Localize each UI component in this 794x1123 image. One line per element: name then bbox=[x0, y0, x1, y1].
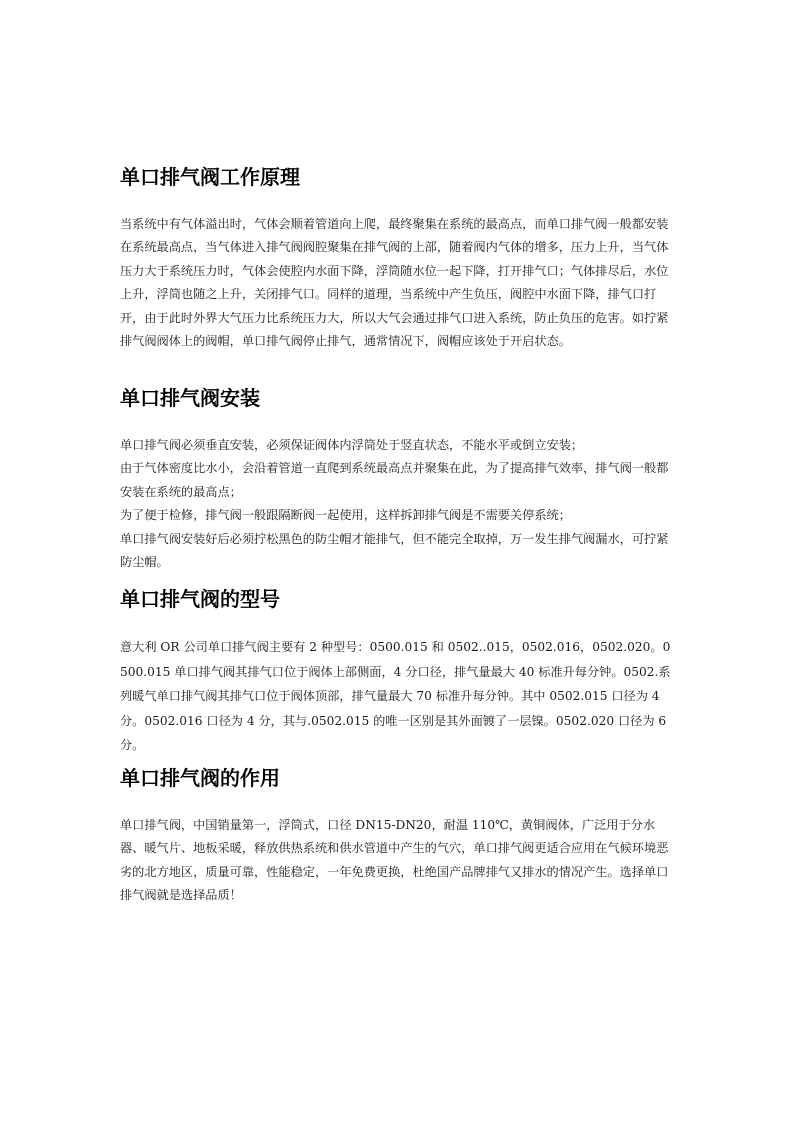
section-installation bbox=[120, 386, 678, 574]
section-working-principle bbox=[120, 165, 678, 353]
paragraph: 单口排气阀，中国销量第一，浮筒式，口径 DN15-DN20，耐温 110℃，黄铜阀体，广泛用于分水器、暖气片、地板采暖，释放供热系统和供水管道中产生的气穴，单口排气阀更适合应用在气候环境恶劣的北方地区，质量可靠，性能稳定，一年免费更换，杜绝国产品牌排气又排水的情况产生。选择单口排气阀就是选择品质！ bbox=[120, 818, 669, 903]
section-function bbox=[120, 766, 678, 908]
section-heading: 单口排气阀的作用 bbox=[120, 766, 280, 790]
paragraph: 当系统中有气体溢出时，气体会顺着管道向上爬，最终聚集在系统的最高点，而单口排气阀一般都安装在系统最高点，当气体进入排气阀阀腔聚集在排气阀的上部，随着阀内气体的增多，压力上升，当气体压力大于系统压力时，气体会使腔内水面下降，浮筒随水位一起下降，打开排气口；气体排尽后，水位上升，浮筒也随之上升，关闭排气口。同样的道理，当系统中产生负压，阀腔中水面下降，排气口打开，由于此时外界大气压力比系统压力大，所以大气会通过排气口进入系统，防止负压的危害。如拧紧排气阀阀体上的阀帽，单口排气阀停止排气，通常情况下，阀帽应该处于开启状态。 bbox=[120, 217, 669, 349]
paragraph: 意大利 OR 公司单口排气阀主要有 2 种型号：0500.015 和 0502..015，0502.016，0502.020。0500.015 单口排气阀其排气口位于阀体上部侧面，4 分口径，排气量最大 40 标准升每分钟。0502.系列暖气单口排气阀其排气口位于阀体顶部，排气量最大 70 标准升每分钟。其中 0502.015 口径为 4 分。0502.016 口径为 4 分，其与.0502.015 的唯一区别是其外面镀了一层镍。0502.020 口径为 6 分。 bbox=[120, 640, 671, 752]
paragraph: 单口排气阀安装好后必须拧松黑色的防尘帽才能排气，但不能完全取掉，万一发生排气阀漏水，可拧紧防尘帽。 bbox=[120, 531, 669, 570]
paragraph: 单口排气阀必须垂直安装，必须保证阀体内浮筒处于竖直状态，不能水平或倒立安装； bbox=[120, 438, 584, 452]
section-heading: 单口排气阀安装 bbox=[120, 386, 260, 410]
section-heading: 单口排气阀的型号 bbox=[120, 587, 280, 611]
paragraph: 为了便于检修，排气阀一般跟隔断阀一起使用，这样拆卸排气阀是不需要关停系统； bbox=[120, 508, 571, 523]
section-models bbox=[120, 587, 678, 758]
paragraph: 由于气体密度比水小，会沿着管道一直爬到系统最高点并聚集在此，为了提高排气效率，排气阀一般都安装在系统的最高点； bbox=[120, 461, 669, 499]
section-heading: 单口排气阀工作原理 bbox=[120, 165, 300, 189]
